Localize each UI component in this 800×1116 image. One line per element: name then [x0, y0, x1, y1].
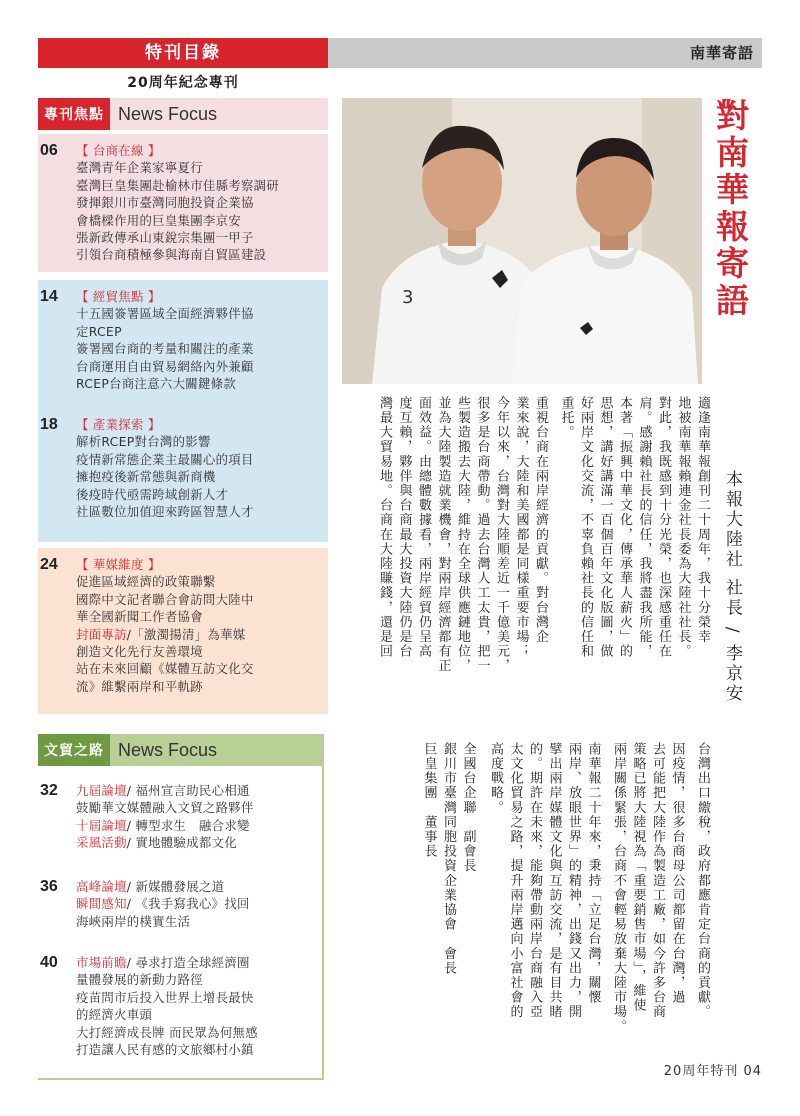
body-column — [687, 742, 693, 1072]
trade-section-tag: 文貿之路 — [38, 734, 110, 766]
toc-entry[interactable] — [76, 817, 328, 834]
entry-text: 海峽兩岸的樸實生活 — [76, 913, 191, 929]
toc-entry[interactable] — [76, 834, 328, 851]
body-column: 南華報二十年來，秉持「立足台灣，關懷 — [585, 742, 601, 1005]
toc-block-06 — [38, 134, 328, 272]
toc-entry[interactable]: 臺灣青年企業家寧夏行 — [76, 160, 203, 176]
toc-entry[interactable] — [76, 1024, 328, 1041]
page-number: 18 — [40, 416, 58, 433]
column-header-bar — [328, 38, 762, 68]
entry-text: /「激濁揚清」為華媒 — [126, 626, 246, 642]
toc-entry[interactable] — [76, 799, 328, 816]
entry-text: / 實地體驗成都文化 — [126, 835, 238, 851]
entry-text: 大打經濟成長牌 而民眾為何無感 — [76, 1024, 258, 1040]
body-column: 重托。 — [558, 396, 574, 440]
body-column: 很多是台商帶動。過去台灣人工太貴，把一 — [474, 396, 490, 674]
body-column: 適逢南華報創刊二十周年，我十分榮幸 — [695, 396, 710, 645]
entry-text: 量體發展的新動力路徑 — [76, 972, 203, 988]
body-column: 本著「振興中華文化，傳承華人薪火」的 — [617, 396, 632, 659]
toc-block-24 — [38, 548, 328, 714]
portrait-photo-illustration — [342, 98, 702, 384]
entry-highlight-label: 九屆論壇 — [76, 783, 127, 798]
toc-entry[interactable] — [76, 1041, 328, 1058]
body-column: 面效益。由總體數據看，兩岸經貿仍呈高 — [416, 396, 431, 659]
toc-entry[interactable]: 定RCEP — [76, 323, 122, 339]
entry-text: 疫苗問市后投入世界上增長最快 — [76, 989, 254, 1005]
column-header-title: 南華寄語 — [689, 44, 754, 62]
body-column: 的。期許在未來，能夠帶動兩岸台商融入亞 — [527, 742, 542, 1020]
category-label: 【 台商在線 】 — [76, 143, 161, 158]
entry-highlight-label: 瞬間感知 — [76, 896, 127, 912]
article-body-lower — [360, 742, 712, 1072]
body-column: 因疫情，很多台商母公司都留在台灣，過 — [669, 742, 685, 1005]
toc-entry[interactable]: 後疫時代亟需跨域創新人才 — [76, 486, 229, 502]
body-column: 灣最大貿易地。台商在大陸賺錢，還是回 — [377, 396, 392, 659]
body-column: 兩岸、放眼世界」的精神，出錢又出力，開 — [566, 742, 581, 1020]
page-number: 06 — [40, 142, 58, 159]
toc-entry[interactable]: 疫情新常態企業主最關心的項目 — [76, 451, 254, 467]
trade-section-en: News Focus — [118, 739, 218, 760]
body-column: 地被南華報賴連金社長委為大陸社社長。 — [675, 396, 691, 659]
toc-entry[interactable]: 促進區域經濟的政策聯繫 — [76, 574, 216, 590]
toc-entry[interactable]: 流》維繫兩岸和平軌跡 — [76, 678, 203, 694]
body-column — [550, 396, 556, 718]
toc-entry[interactable]: 國際中文記者聯合會訪問大陸中 — [76, 591, 254, 607]
toc-entry[interactable]: 臺灣巨皇集團赴榆林市佳縣考察調研 — [76, 177, 280, 193]
toc-entry[interactable] — [76, 989, 328, 1006]
body-column: 擘出兩岸媒體文化與互訪交流，是有目共睹 — [546, 742, 562, 1020]
entry-highlight-label: 市場前瞻 — [76, 955, 127, 970]
article-body-upper — [352, 396, 712, 718]
body-column: 兩岸關係緊張，台商不會輕易放棄大陸市場。 — [611, 742, 626, 1034]
body-column — [478, 742, 486, 1072]
toc-entry[interactable]: 擁抱疫後新常態與新商機 — [76, 469, 216, 485]
body-column: 太文化貿易之路，提升兩岸邁向小富社會的 — [507, 742, 523, 1020]
toc-entry[interactable]: 張新政傳承山東銳宗集團一甲子 — [76, 230, 254, 246]
toc-entry[interactable] — [76, 971, 328, 988]
entry-text: / 福州宣言助民心相通 — [126, 783, 250, 798]
entry-highlight-label: 采風活動 — [76, 835, 127, 851]
category-label: 【 產業探索 】 — [76, 417, 161, 432]
toc-entry[interactable] — [76, 878, 328, 895]
body-column: 台灣出口繳稅，政府都應肯定台商的貢獻。 — [695, 742, 710, 1020]
page-number: 32 — [40, 782, 58, 799]
toc-entry[interactable]: 發揮銀川市臺灣同胞投資企業協 — [76, 195, 254, 211]
article-title: 對南華報寄語 — [711, 98, 750, 320]
toc-block-36 — [38, 870, 328, 936]
toc-entry[interactable]: RCEP台商注意六大關鍵條款 — [76, 376, 237, 392]
toc-entry[interactable] — [76, 913, 328, 930]
toc-entry[interactable]: 解析RCEP對台灣的影響 — [76, 434, 211, 450]
toc-entry[interactable]: 十五國簽署區域全面經濟夥伴協 — [76, 306, 254, 322]
body-column: 度互賴，夥伴與台商最大投資大陸仍是台 — [396, 396, 412, 659]
focus-section-header — [38, 98, 328, 130]
entry-text: / 轉型求生 融合求變 — [126, 817, 250, 833]
body-column: 重視台商在兩岸經濟的貢獻。對台灣企 — [533, 396, 548, 645]
entry-text: / 《我手寫我心》找回 — [126, 896, 250, 912]
signature-line: 全國台企聯 副會長 — [460, 742, 476, 874]
svg-text:3: 3 — [402, 287, 414, 308]
toc-entry[interactable]: 台商運用自由貿易網絡內外兼顧 — [76, 358, 254, 374]
page-number: 36 — [40, 878, 58, 895]
toc-block-32 — [38, 774, 328, 858]
body-column: 去可能把大陸作為製造工廠，如今許多台商 — [650, 742, 665, 1020]
entry-text: 鼓勵華文媒體融入文貿之路夥伴 — [76, 800, 254, 816]
page-footer: 20周年特刊 04 — [663, 1064, 762, 1079]
portrait-photo — [342, 98, 702, 384]
toc-entry[interactable]: 華全國新聞工作者協會 — [76, 609, 203, 625]
signature-line: 銀川市臺灣同胞投資企業協會 會長 — [441, 742, 456, 976]
body-column: 肩。感謝賴社長的信任，我將盡我所能， — [636, 396, 652, 659]
body-column — [603, 742, 609, 1072]
body-column: 今年以來，台灣對大陸順差近一千億美元， — [494, 396, 509, 674]
issue-subtitle: 20周年紀念專刊 — [127, 75, 239, 91]
body-column: 好兩岸文化交流，不辜負賴社長的信任和 — [578, 396, 593, 659]
toc-entry[interactable]: 創造文化先行友善環境 — [76, 644, 203, 660]
entry-text: / 尋求打造全球經濟圈 — [126, 955, 250, 970]
entry-text: 的經濟火車頭 — [76, 1007, 153, 1023]
body-column: 對此，我既感到十分光榮，也深感重任在 — [656, 396, 671, 659]
body-column: 並為大陸製造就業機會，對兩岸經濟都有正 — [435, 396, 451, 674]
toc-entry[interactable] — [76, 954, 328, 971]
body-column: 業來說，大陸和美國都是同樣重要市場； — [513, 396, 529, 659]
toc-entry[interactable]: 簽署國台商的考量和關注的產業 — [76, 341, 254, 357]
article-byline: 本報大陸社 社長 / 李京安 — [722, 470, 742, 704]
body-column: 高度戰略。 — [488, 742, 503, 815]
page-number: 40 — [40, 954, 58, 971]
entry-highlight-label: 高峰論壇 — [76, 879, 127, 894]
toc-block-18 — [38, 412, 328, 542]
entry-text: / 新媒體發展之道 — [126, 879, 225, 894]
focus-section-en: News Focus — [118, 103, 218, 124]
trade-section-header — [38, 734, 324, 766]
toc-block-14 — [38, 280, 328, 412]
category-label: 【 經貿焦點 】 — [76, 289, 161, 304]
toc-entry[interactable]: 站在未來回顧《媒體互訪文化交 — [76, 661, 254, 677]
toc-entry[interactable] — [76, 782, 328, 799]
page-number: 14 — [40, 288, 58, 305]
toc-entry[interactable]: 社區數位加值迎來跨區智慧人才 — [76, 504, 254, 520]
focus-section-tag: 專刊焦點 — [38, 98, 110, 130]
toc-entry[interactable]: 會橋樑作用的巨皇集團李京安 — [76, 212, 241, 228]
body-column: 思想，講好講滿一百個百年文化版圖，做 — [597, 396, 613, 659]
entry-highlight-label: 封面專訪 — [76, 626, 127, 642]
page-number: 24 — [40, 556, 58, 573]
body-column: 策略已將大陸視為「重要銷售市場」，維使 — [630, 742, 646, 1013]
toc-block-40 — [38, 946, 328, 1066]
toc-entry[interactable] — [76, 1006, 328, 1023]
toc-entry[interactable] — [76, 895, 328, 912]
toc-entry[interactable]: 引領台商積極參與海南自貿區建設 — [76, 247, 267, 263]
toc-entry[interactable] — [76, 626, 328, 643]
category-label: 【 華媒維度 】 — [76, 557, 161, 572]
body-column: 些製造搬去大陸，維持在全球供應鏈地位， — [455, 396, 470, 674]
entry-text: 打造讓人民有感的文旅鄉村小鎮 — [76, 1042, 254, 1058]
toc-header-title: 特刊目錄 — [38, 38, 328, 68]
entry-highlight-label: 十屆論壇 — [76, 817, 127, 833]
signature-line: 巨皇集團 董事長 — [421, 742, 437, 859]
